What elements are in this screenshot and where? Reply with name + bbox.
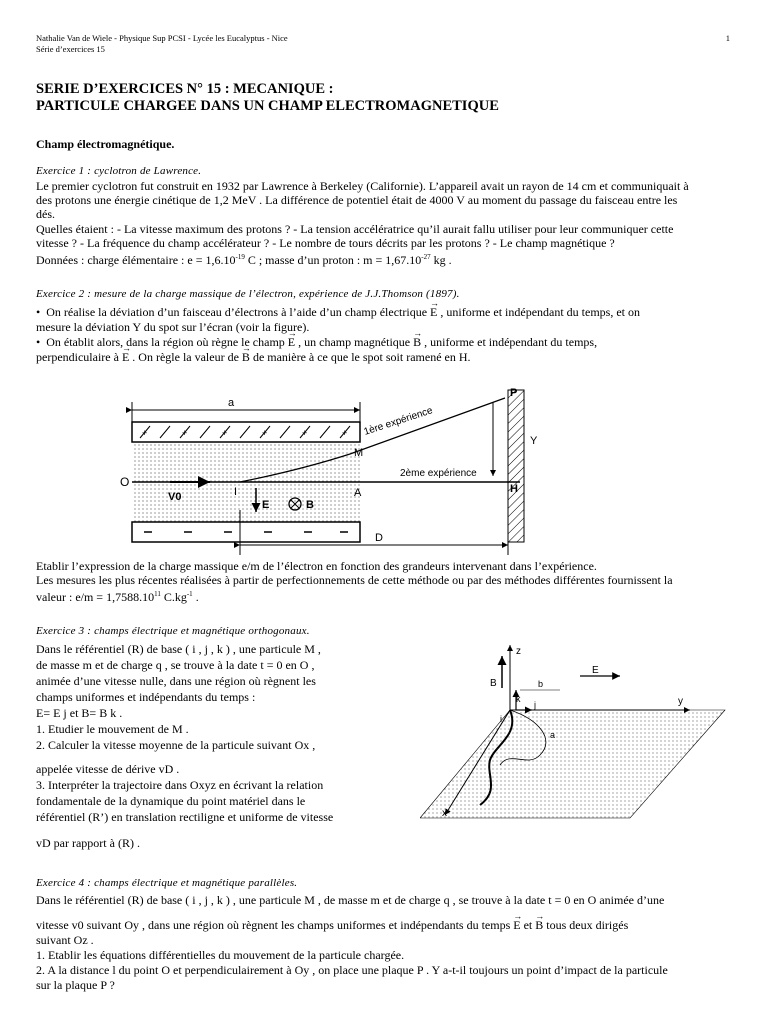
ex3-question3: 3. Interpréter la trajectoire dans Oxyz en écrivant la relation — [36, 778, 324, 792]
ex1-line: des protons une énergie cinétique de 1,2 MeV . La différence de potentiel était de 4000 V au moment du passage du faisceau entre les — [36, 193, 678, 208]
label-O: O — [120, 475, 130, 489]
ex3-fields: E= E j et B= B k . — [36, 706, 123, 720]
ex4-question2: 2. A la distance l du point O et perpendiculairement à Oy , on place une plaque P . Y a-t-il toujours un point d’impact de la particule — [36, 963, 668, 977]
ex2-value-line: valeur : $e/m = 1,7588.10^{11}$ $C.kg^{-1}$ . — [36, 590, 199, 605]
label-b: b — [538, 679, 544, 689]
label-E: E — [262, 499, 270, 511]
ex4-text — [36, 893, 736, 993]
ex1-line: vitesse ? - La fréquence du champ accélérateur ? - Le nombre de tours décrits par les protons ? - Le champ magnétique ? — [36, 235, 615, 250]
ex2-heading: Exercice 2 : mesure de la charge massique de l’électron, expérience de J.J.Thomson (1897). — [36, 288, 460, 300]
ex4-question1: 1. Etablir les équations différentielles du mouvement de la particule chargée. — [36, 948, 405, 962]
ex3-question2-cont: appelée vitesse de dérive vD . — [36, 762, 180, 776]
label-a: a — [228, 397, 235, 409]
ex4-heading: Exercice 4 : champs électrique et magnétique parallèles. — [36, 877, 298, 889]
label-v0: V0 — [168, 491, 182, 503]
ex2-bullet2: • On établit alors, dans la région où règne le champ → E , un champ magnétique → B , uniforme et indépendant du temps, — [36, 335, 736, 350]
ex3-question3-cont: fondamentale de la dynamique du point matériel dans le — [36, 794, 306, 808]
ex1-line: Quelles étaient : - La vitesse maximum des protons ? - La tension accélératrice qu’il aurait fallu utiliser pour leur communiquer cette — [36, 221, 674, 236]
ex2-bullet2-cont: perpendiculaire à → E . On règle la valeur de → B de manière à ce que le spot soit ramené en H. — [36, 350, 736, 365]
xy-plane — [420, 710, 725, 818]
ex3-question3-end: vD par rapport à (R) . — [36, 836, 140, 850]
ex3-line: Dans le référentiel (R) de base ( i , j , k ) , une particule M , — [36, 642, 321, 656]
page-title-line2: PARTICULE CHARGEE DANS UN CHAMP ELECTROMAGNETIQUE — [36, 98, 499, 114]
ex3-question3-cont: référentiel (R’) en translation rectiligne et uniforme de vitesse — [36, 810, 334, 824]
orthogonal-fields-figure — [420, 640, 740, 825]
screen — [508, 390, 524, 542]
ex2-after-line: Les mesures les plus récentes réalisées à partir de perfectionnements de cette méthode ou par des méthodes différentes fournissent la — [36, 573, 673, 588]
ex1-line: dés. — [36, 207, 55, 222]
svg-text:+: + — [182, 428, 188, 438]
ex2-after-line: Etablir l’expression de la charge massique e/m de l’électron en fonction des grandeurs intervenant dans l’expérience. — [36, 559, 597, 573]
ex4-question2-cont: sur la plaque P ? — [36, 978, 115, 992]
ex4-line: suivant Oz . — [36, 933, 94, 947]
ex2-text — [36, 305, 736, 365]
ex3-line: animée d’une vitesse nulle, dans une région où règnent les — [36, 674, 316, 688]
svg-text:+: + — [222, 428, 228, 438]
label-E: E — [592, 665, 599, 676]
header-author: Nathalie Van de Wiele - Physique Sup PCSI - Lycée les Eucalyptus - Nice — [36, 33, 288, 43]
label-x: x — [442, 808, 447, 819]
ex1-text — [36, 179, 736, 267]
label-B: B — [490, 678, 497, 689]
ex3-question2: 2. Calculer la vitesse moyenne de la particule suivant Ox , — [36, 738, 316, 752]
label-A: A — [354, 487, 362, 499]
header-series: Série d’exercices 15 — [36, 44, 105, 54]
ex1-heading: Exercice 1 : cyclotron de Lawrence. — [36, 165, 202, 177]
ex4-line: Dans le référentiel (R) de base ( i , j , k ) , une particule M , de masse m et de charge q , se trouve à la date t = 0 en O animée d’une — [36, 893, 665, 907]
label-exp2: 2ème expérience — [400, 468, 477, 479]
label-k: k — [516, 694, 521, 704]
page-number: 1 — [725, 33, 730, 43]
svg-text:+: + — [262, 428, 268, 438]
label-i: i — [500, 714, 502, 724]
label-a: a — [550, 730, 556, 740]
ex1-line: Le premier cyclotron fut construit en 1932 par Lawrence à Berkeley (Californie). L’appareil avait un rayon de 14 cm et communiquait à — [36, 179, 689, 193]
ex1-data-line: Données : charge élémentaire : $e = 1,6.10^{-19}$ C ; masse d’un proton : $m = 1,67.10^{-27}$ kg . — [36, 253, 452, 268]
section-heading: Champ électromagnétique. — [36, 137, 175, 151]
bottom-plate — [132, 522, 360, 542]
label-j: j — [534, 700, 536, 710]
svg-text:+: + — [342, 428, 348, 438]
ex2-after-text — [36, 559, 736, 605]
label-P: P — [510, 387, 518, 399]
label-Y: Y — [530, 435, 538, 447]
ex3-text — [36, 641, 396, 851]
ex2-bullet1-cont: mesure la déviation Y du spot sur l’écran (voir la figure). — [36, 320, 310, 334]
label-exp1: 1ère expérience — [362, 405, 435, 438]
top-plate — [132, 422, 360, 442]
ex4-line2: vitesse v0 suivant Oy , dans une région où règnent les champs uniformes et indépendants du temps → E et → B tous deux dirigés — [36, 918, 736, 933]
ex3-question1: 1. Etudier le mouvement de M . — [36, 722, 189, 736]
label-y: y — [678, 696, 683, 707]
label-H: H — [510, 483, 518, 495]
label-I: I — [234, 486, 238, 498]
label-z: z — [516, 646, 521, 657]
ex3-line: champs uniformes et indépendants du temps : — [36, 690, 256, 704]
ex3-heading: Exercice 3 : champs électrique et magnétique orthogonaux. — [36, 625, 310, 637]
label-D: D — [375, 532, 383, 544]
thomson-figure — [110, 380, 550, 555]
svg-text:+: + — [142, 428, 148, 438]
label-M: M — [354, 447, 364, 459]
label-B: B — [306, 499, 314, 511]
svg-text:+: + — [302, 428, 308, 438]
ex2-bullet1: • On réalise la déviation d’un faisceau d’électrons à l’aide d’un champ électrique → E , uniforme et indépendant du temps, et on — [36, 305, 736, 320]
page-title-line1: SERIE D’EXERCICES N° 15 : MECANIQUE : — [36, 81, 334, 97]
ex3-line: de masse m et de charge q , se trouve à la date t = 0 en O , — [36, 658, 315, 672]
